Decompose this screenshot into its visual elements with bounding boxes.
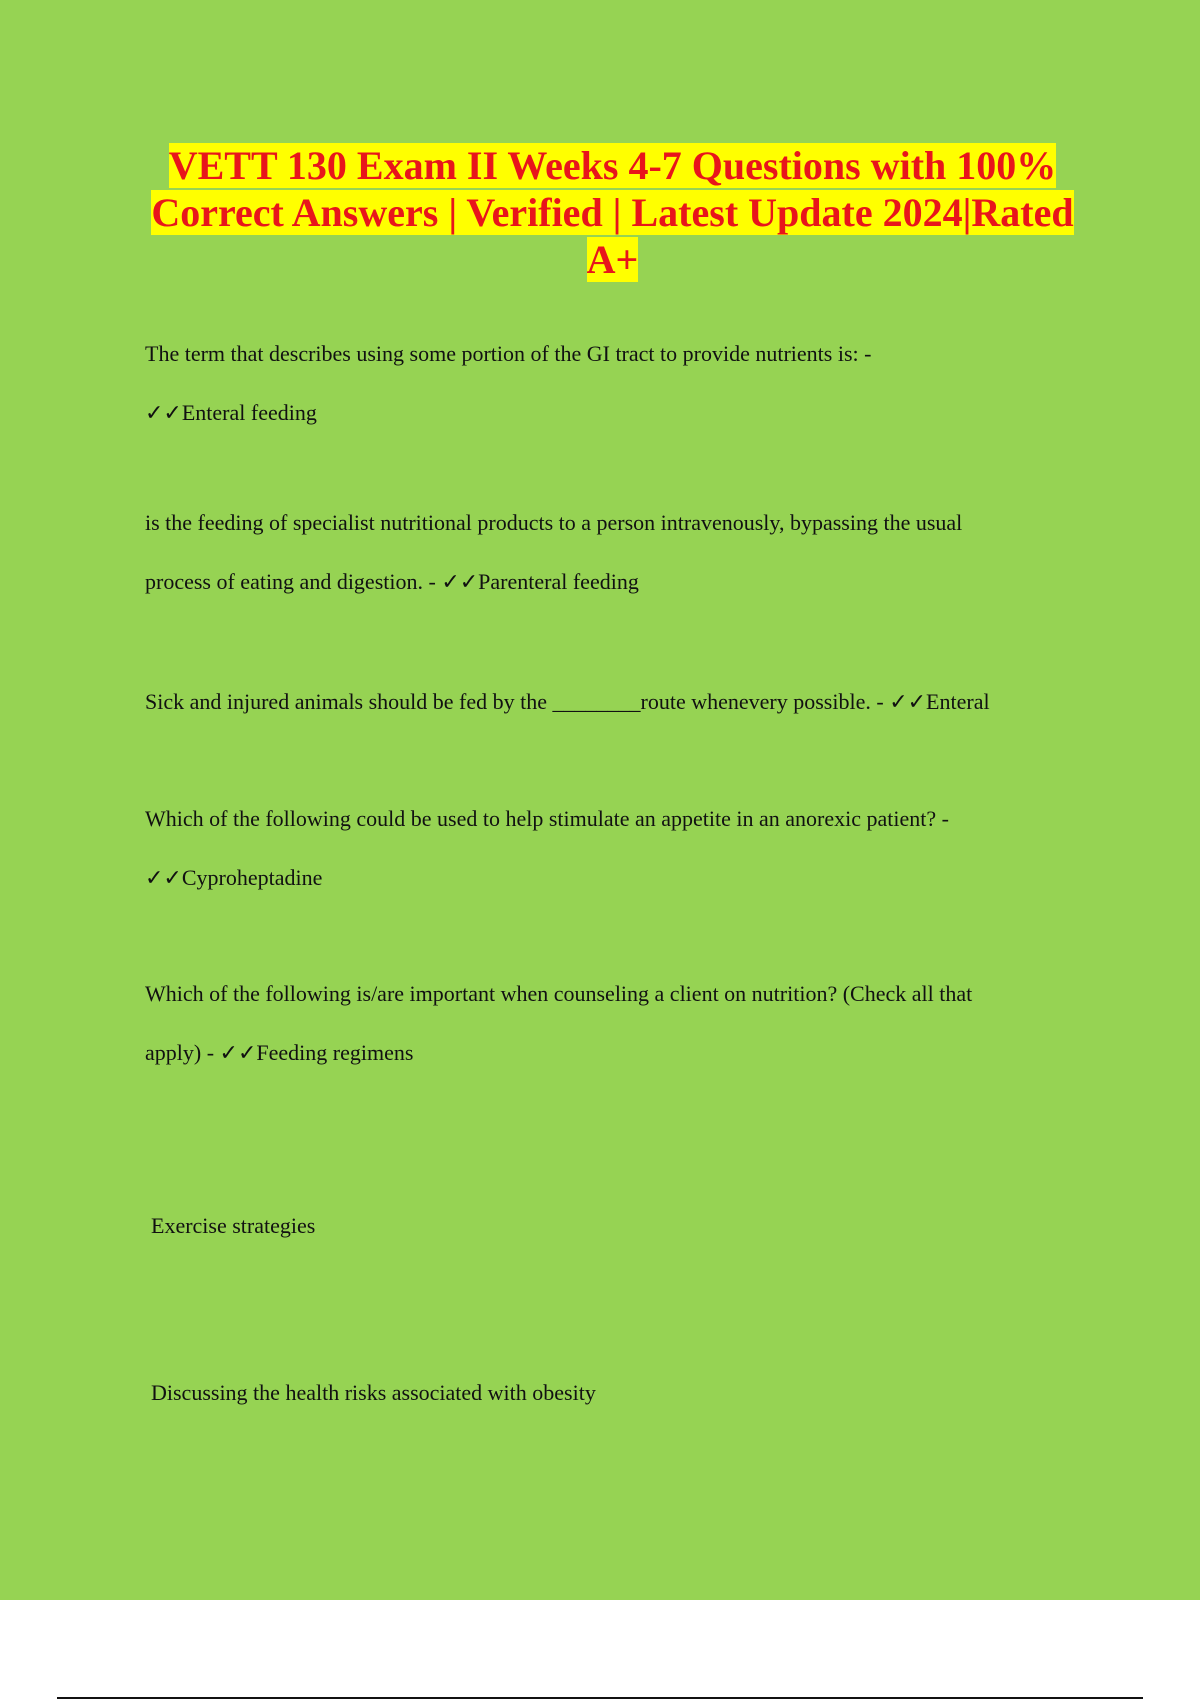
footer-divider <box>57 1697 1143 1699</box>
document-title <box>140 142 1085 283</box>
qa-item <box>145 324 1075 442</box>
document-title-text: VETT 130 Exam II Weeks 4-7 Questions with 100% Correct Answers | Verified | Latest Update 2024|Rated A+ <box>151 143 1074 282</box>
question-text: is the feeding of specialist nutritional products to a person intravenously, bypassing the usual <box>145 510 963 535</box>
question-text: Sick and injured animals should be fed by the ________route whenevery possible. - <box>145 689 884 714</box>
qa-item <box>145 493 1075 611</box>
extra-answer: Discussing the health risks associated with obesity <box>151 1380 596 1405</box>
question-text: Which of the following could be used to help stimulate an appetite in an anorexic patient? - <box>145 806 949 831</box>
qa-item <box>145 964 1075 1082</box>
qa-item <box>145 789 1075 907</box>
qa-item <box>145 672 1075 731</box>
answer-text: ✓✓Cyproheptadine <box>145 865 323 890</box>
extra-answer: Exercise strategies <box>151 1213 316 1238</box>
answer-text: ✓✓Feeding regimens <box>219 1040 414 1065</box>
question-text: The term that describes using some portion of the GI tract to provide nutrients is: - <box>145 341 872 366</box>
question-text-continued: process of eating and digestion. - <box>145 569 436 594</box>
answer-text: ✓✓Enteral <box>889 689 990 714</box>
question-text: Which of the following is/are important when counseling a client on nutrition? (Check all that <box>145 981 973 1006</box>
answer-text: ✓✓Enteral feeding <box>145 400 317 425</box>
answer-text: ✓✓Parenteral feeding <box>441 569 639 594</box>
question-text-continued: apply) - <box>145 1040 215 1065</box>
